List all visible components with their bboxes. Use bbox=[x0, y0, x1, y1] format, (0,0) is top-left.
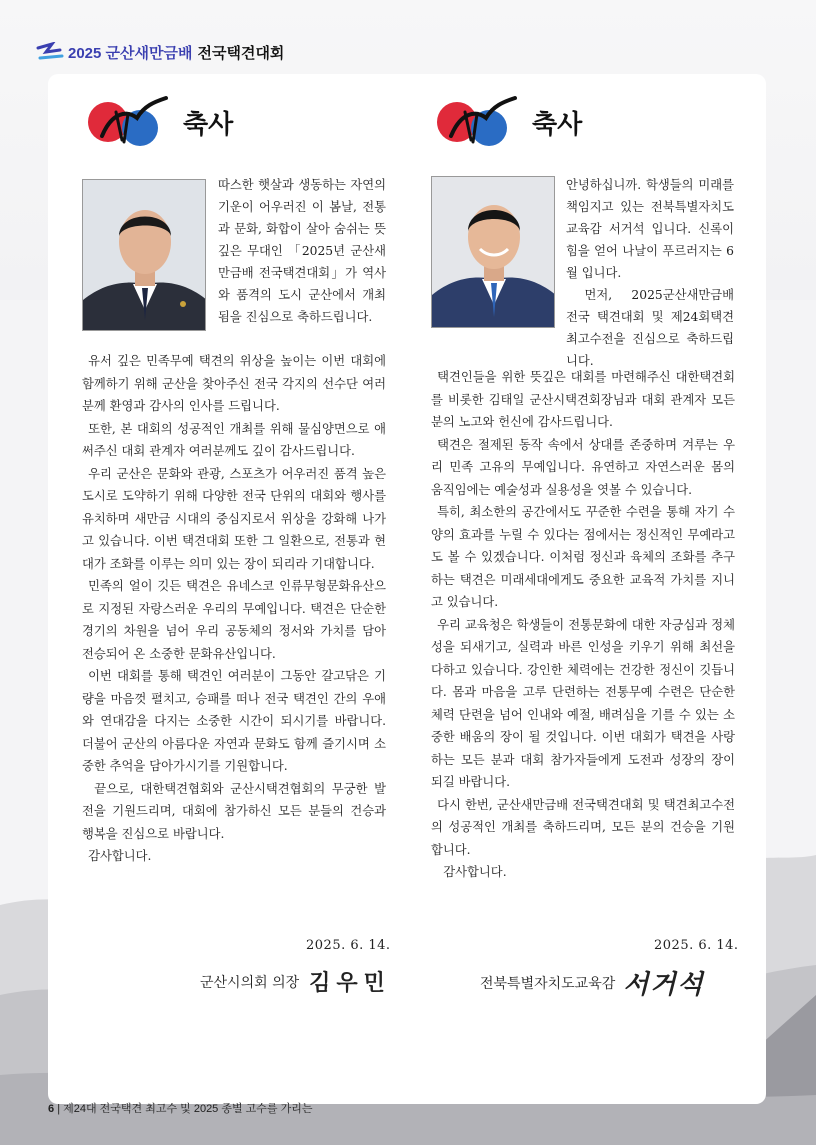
right-paragraph: 다시 한번, 군산새만금배 전국택견대회 및 택견최고수전의 성공적인 개최를 축하드리며, 모든 분의 건승을 기원합니다. bbox=[431, 797, 735, 857]
left-closing: 감사합니다. bbox=[88, 849, 152, 863]
event-logo-icon bbox=[36, 42, 64, 62]
right-paragraph: 택견은 절제된 동작 속에서 상대를 존중하며 겨루는 우리 민족 고유의 무예입니다. 유연하고 자연스러운 몸의 움직임에는 예술성과 실용성을 엿볼 수 있습니다. bbox=[431, 437, 735, 497]
page-number: 6 bbox=[48, 1103, 55, 1115]
taekkyeon-emblem-icon bbox=[431, 92, 526, 152]
right-intro-greeting: 안녕하십니까. 학생들의 미래를 책임지고 있는 전북특별자치도교육감 서거석 입니다. 신록이 힘을 얻어 나날이 푸르러지는 6월 입니다. bbox=[566, 178, 734, 280]
right-intro bbox=[566, 174, 734, 372]
portrait-man-icon bbox=[83, 180, 206, 331]
right-date: 2025. 6. 14. bbox=[654, 938, 739, 953]
left-date: 2025. 6. 14. bbox=[306, 938, 391, 953]
left-signature bbox=[200, 966, 391, 997]
left-paragraph: 끝으로, 대한택견협회와 군산시택견협회의 무궁한 발전을 기원드리며, 대회에 참가하신 모든 분들의 건승과 행복을 진심으로 바랍니다. bbox=[82, 781, 386, 841]
right-paragraph: 우리 교육청은 학생들이 전통문화에 대한 자긍심과 정체성을 되새기고, 실력과 바른 인성을 키우기 위해 최선을 다하고 있습니다. 강인한 체력에는 건강한 정신이 깃듭니다. 몸과 마음을 고루 단련하는 전통무예 수련은 단순한 체력 단련을 넘어 인내와 예절, 배려심을 기를 수 있는 소중한 배움의 장이 될 것입니다. 이번 대회가 택견을 사랑하는 모든 분과 대회 참가자들에게 도전과 성장의 장이 되길 바랍니다. bbox=[431, 617, 735, 789]
header-title-event: 전국택견대회 bbox=[197, 44, 285, 62]
page-footer: 6 | 제24대 전국택견 최고수 및 2025 종별 고수를 가리는 bbox=[48, 1103, 313, 1115]
left-body bbox=[82, 350, 386, 868]
right-body bbox=[431, 366, 735, 884]
right-signer-name: 서거석 bbox=[623, 970, 705, 1000]
right-section-heading bbox=[431, 92, 582, 152]
left-paragraph: 또한, 본 대회의 성공적인 개최를 위해 물심양면으로 애써주신 대회 관계자 여러분께도 깊이 감사드립니다. bbox=[82, 421, 386, 458]
left-paragraph: 민족의 얼이 깃든 택견은 유네스코 인류무형문화유산으로 지정된 자랑스러운 우리의 무예입니다. 택견은 단순한 경기의 차원을 넘어 우리 공동체의 정서와 가치를 담아 전승되어 온 소중한 문화유산입니다. bbox=[82, 579, 386, 661]
publication-header bbox=[36, 40, 284, 64]
left-signer-name: 김우민 bbox=[309, 970, 391, 996]
left-section-heading bbox=[82, 92, 233, 152]
right-intro-congrats: 먼저, 2025군산새만금배 전국 택견대회 및 제24회택견 최고수전을 진심으로 축하드립니다. bbox=[566, 288, 734, 368]
right-paragraph: 택견인들을 위한 뜻깊은 대회를 마련해주신 대한택견회를 비롯한 김태일 군산시택견회장님과 대회 관계자 모든 분의 노고와 헌신에 감사드립니다. bbox=[431, 370, 735, 429]
right-signer-role: 전북특별자치도교육감 bbox=[480, 975, 616, 992]
left-paragraph: 이번 대회를 통해 택견인 여러분이 그동안 갈고닦은 기량을 마음껏 펼치고, 승패를 떠나 전국 택견인 간의 우애와 연대감을 다지는 소중한 시간이 되시기를 바랍니다. 더불어 군산의 아름다운 자연과 문화도 함께 즐기시며 소중한 추억을 담아가시기를 기원합니다. bbox=[82, 669, 386, 773]
left-intro: 따스한 햇살과 생동하는 자연의 기운이 어우러진 이 봄날, 전통과 문화, 화합이 살아 숨쉬는 뜻깊은 무대인 「2025년 군산새만금배 전국택견대회」가 역사와 품격의 도시 군산에서 개최됨을 진심으로 축하드립니다. bbox=[218, 178, 386, 324]
left-heading: 축사 bbox=[183, 109, 234, 140]
left-paragraph: 우리 군산은 문화와 관광, 스포츠가 어우러진 품격 높은 도시로 도약하기 위해 다양한 전국 단위의 대회와 행사를 유치하며 새만금 시대의 중심지로서 위상을 강화해 나가고 있습니다. 이번 택견대회 또한 그 일환으로, 전통과 현대가 조화를 이루는 의미 있는 장이 되리라 기대합니다. bbox=[82, 466, 386, 571]
left-portrait bbox=[82, 179, 206, 331]
portrait-man-icon bbox=[432, 177, 555, 328]
taekkyeon-emblem-icon bbox=[82, 92, 177, 152]
right-portrait bbox=[431, 176, 555, 328]
right-heading: 축사 bbox=[532, 109, 583, 140]
right-closing: 감사합니다. bbox=[443, 865, 507, 879]
right-signature bbox=[480, 964, 705, 1001]
header-title-year: 2025 군산새만금배 bbox=[68, 44, 193, 62]
left-signer-role: 군산시의회 의장 bbox=[200, 974, 300, 991]
footer-text: 제24대 전국택견 최고수 및 2025 종별 고수를 가리는 bbox=[63, 1103, 313, 1115]
right-paragraph: 특히, 최소한의 공간에서도 꾸준한 수련을 통해 자기 수양의 효과를 누릴 수 있다는 점에서는 정신적인 무예라고도 볼 수 있겠습니다. 이처럼 정신과 육체의 조화를 추구하는 택견은 미래세대에게도 중요한 교육적 가치를 지니고 있습니다. bbox=[431, 505, 735, 609]
left-paragraph: 유서 깊은 민족무예 택견의 위상을 높이는 이번 대회에 함께하기 위해 군산을 찾아주신 전국 각지의 선수단 여러분께 환영과 감사의 인사를 드립니다. bbox=[82, 354, 386, 413]
